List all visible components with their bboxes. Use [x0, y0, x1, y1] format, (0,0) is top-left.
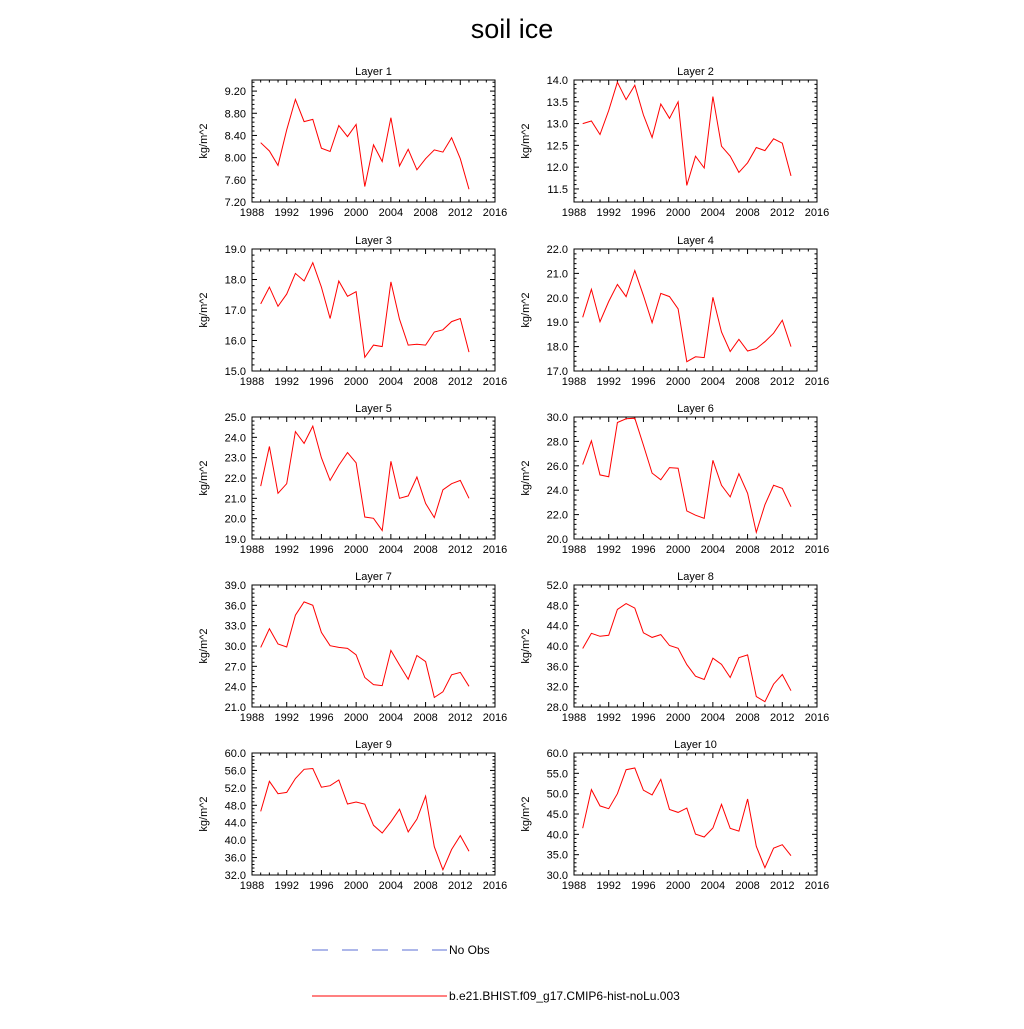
y-tick-label: 40.0 — [224, 835, 246, 848]
legend-label-no-obs: No Obs — [449, 943, 490, 957]
plot-frame — [574, 585, 817, 707]
x-tick-label: 1992 — [274, 376, 299, 388]
x-tick-label: 1992 — [274, 712, 299, 724]
x-tick-label: 2008 — [735, 376, 760, 388]
plot-frame — [574, 80, 817, 202]
y-axis-label: kg/m^2 — [198, 628, 210, 664]
x-tick-label: 2016 — [482, 207, 508, 219]
y-tick-label: 24.0 — [224, 432, 246, 445]
plot-layer-2 — [520, 66, 829, 219]
y-tick-label: 55.0 — [546, 768, 568, 781]
x-tick-label: 2004 — [700, 712, 726, 724]
y-tick-label: 11.5 — [547, 183, 568, 196]
x-tick-label: 2016 — [804, 712, 830, 724]
y-tick-label: 60.0 — [224, 748, 246, 760]
x-tick-label: 2004 — [378, 880, 404, 892]
y-axis-label: kg/m^2 — [520, 796, 532, 832]
x-tick-label: 2012 — [448, 376, 473, 388]
y-tick-label: 12.5 — [546, 140, 568, 153]
y-tick-label: 30.0 — [546, 412, 568, 424]
y-tick-label: 9.20 — [224, 86, 246, 99]
y-axis-label: kg/m^2 — [520, 628, 532, 664]
y-tick-label: 19.0 — [224, 534, 246, 546]
series-line — [261, 602, 469, 698]
y-axis-label: kg/m^2 — [520, 292, 532, 328]
y-tick-label: 30.0 — [546, 870, 568, 882]
plot-layer-1 — [198, 66, 507, 219]
y-tick-label: 17.0 — [546, 366, 568, 378]
plot-frame — [574, 417, 817, 539]
x-tick-label: 2016 — [804, 544, 830, 556]
x-tick-label: 1992 — [596, 544, 621, 556]
y-tick-label: 50.0 — [546, 788, 568, 801]
x-tick-label: 2000 — [343, 207, 369, 219]
x-tick-label: 1988 — [239, 207, 265, 219]
panel-title: Layer 7 — [355, 571, 392, 583]
x-tick-label: 1988 — [239, 376, 265, 388]
y-tick-label: 19.0 — [224, 244, 246, 256]
y-tick-label: 40.0 — [546, 829, 568, 842]
x-tick-label: 1992 — [274, 544, 299, 556]
x-tick-label: 2012 — [448, 544, 473, 556]
series-line — [261, 426, 469, 530]
x-tick-label: 2008 — [413, 544, 438, 556]
x-tick-label: 1996 — [631, 544, 656, 556]
x-tick-label: 2000 — [343, 544, 369, 556]
panel-title: Layer 3 — [355, 235, 392, 247]
y-tick-label: 35.0 — [546, 849, 568, 862]
x-tick-label: 2004 — [700, 544, 726, 556]
x-tick-label: 2000 — [343, 376, 369, 388]
page-title: soil ice — [470, 14, 554, 44]
series-line — [583, 418, 791, 532]
y-axis-label: kg/m^2 — [198, 292, 210, 328]
series-line — [583, 768, 791, 868]
panel-title: Layer 10 — [674, 739, 717, 751]
y-tick-label: 26.0 — [546, 460, 568, 473]
x-tick-label: 1996 — [309, 207, 334, 219]
x-tick-label: 2000 — [665, 712, 691, 724]
y-tick-label: 40.0 — [546, 641, 568, 653]
y-tick-label: 18.0 — [224, 274, 246, 287]
y-tick-label: 15.0 — [224, 366, 246, 378]
x-tick-label: 1988 — [239, 880, 265, 892]
y-tick-label: 14.0 — [546, 75, 568, 87]
panel-title: Layer 9 — [355, 739, 392, 751]
x-tick-label: 1988 — [561, 376, 587, 388]
panel-title: Layer 1 — [355, 66, 392, 78]
y-tick-label: 22.0 — [224, 473, 246, 485]
y-tick-label: 32.0 — [546, 681, 568, 694]
series-line — [261, 99, 469, 189]
y-axis-label: kg/m^2 — [198, 460, 210, 496]
x-tick-label: 2012 — [448, 880, 473, 892]
x-tick-label: 2004 — [378, 544, 404, 556]
plot-layer-10 — [520, 739, 829, 892]
x-tick-label: 2000 — [665, 544, 691, 556]
y-tick-label: 32.0 — [224, 870, 246, 882]
y-tick-label: 24.0 — [224, 681, 246, 694]
plot-layer-7 — [198, 571, 507, 724]
x-tick-label: 2008 — [413, 880, 438, 892]
y-axis-label: kg/m^2 — [520, 460, 532, 496]
y-tick-label: 12.0 — [546, 162, 568, 175]
panel-title: Layer 5 — [355, 403, 392, 415]
x-tick-label: 2012 — [770, 544, 795, 556]
y-tick-label: 21.0 — [224, 702, 246, 714]
x-tick-label: 2016 — [804, 880, 830, 892]
y-tick-label: 36.0 — [224, 600, 246, 613]
legend-label-model: b.e21.BHIST.f09_g17.CMIP6-hist-noLu.003 — [449, 989, 680, 1003]
x-tick-label: 2004 — [700, 207, 726, 219]
x-tick-label: 2000 — [343, 712, 369, 724]
x-tick-label: 2012 — [448, 712, 473, 724]
plot-frame — [574, 753, 817, 875]
y-tick-label: 39.0 — [224, 580, 246, 592]
plot-frame — [252, 249, 495, 371]
x-tick-label: 2008 — [735, 880, 760, 892]
y-tick-label: 8.00 — [224, 152, 246, 165]
y-tick-label: 48.0 — [546, 600, 568, 613]
x-tick-label: 1992 — [596, 376, 621, 388]
y-tick-label: 44.0 — [546, 620, 568, 633]
y-axis-label: kg/m^2 — [198, 796, 210, 832]
x-tick-label: 1992 — [596, 712, 621, 724]
x-tick-label: 1992 — [596, 880, 621, 892]
y-tick-label: 13.5 — [546, 96, 568, 109]
x-tick-label: 1996 — [309, 376, 334, 388]
x-tick-label: 2008 — [413, 712, 438, 724]
plot-layer-5 — [198, 403, 507, 556]
x-tick-label: 1996 — [631, 207, 656, 219]
y-tick-label: 21.0 — [546, 268, 568, 281]
x-tick-label: 2016 — [482, 544, 508, 556]
x-tick-label: 2000 — [665, 376, 691, 388]
x-tick-label: 2008 — [735, 207, 760, 219]
y-tick-label: 30.0 — [224, 641, 246, 653]
x-tick-label: 2012 — [770, 207, 795, 219]
plot-layer-3 — [198, 235, 507, 388]
y-tick-label: 22.0 — [546, 509, 568, 522]
y-axis-label: kg/m^2 — [520, 123, 532, 159]
x-tick-label: 2012 — [770, 880, 795, 892]
y-axis-label: kg/m^2 — [198, 123, 210, 159]
y-tick-label: 13.0 — [546, 118, 568, 131]
y-tick-label: 20.0 — [546, 534, 568, 546]
x-tick-label: 2004 — [700, 376, 726, 388]
y-tick-label: 7.60 — [224, 174, 246, 187]
y-tick-label: 28.0 — [546, 702, 568, 714]
x-tick-label: 2004 — [378, 207, 404, 219]
plot-frame — [252, 753, 495, 875]
x-tick-label: 1996 — [631, 376, 656, 388]
y-tick-label: 25.0 — [224, 412, 246, 424]
y-tick-label: 33.0 — [224, 620, 246, 633]
x-tick-label: 2016 — [482, 376, 508, 388]
plot-layer-8 — [520, 571, 829, 724]
y-tick-label: 8.80 — [224, 108, 246, 121]
x-tick-label: 2004 — [378, 712, 404, 724]
y-tick-label: 20.0 — [224, 513, 246, 526]
x-tick-label: 1996 — [309, 544, 334, 556]
x-tick-label: 1992 — [274, 880, 299, 892]
x-tick-label: 2016 — [482, 712, 508, 724]
y-tick-label: 24.0 — [546, 485, 568, 498]
x-tick-label: 2008 — [735, 712, 760, 724]
y-tick-label: 44.0 — [224, 817, 246, 830]
x-tick-label: 1996 — [309, 880, 334, 892]
x-tick-label: 2008 — [413, 207, 438, 219]
y-tick-label: 52.0 — [224, 782, 246, 795]
plot-layer-9 — [198, 739, 507, 892]
x-tick-label: 1996 — [631, 880, 656, 892]
x-tick-label: 2012 — [770, 712, 795, 724]
plot-layer-4 — [520, 235, 829, 388]
x-tick-label: 2016 — [804, 207, 830, 219]
y-tick-label: 20.0 — [546, 292, 568, 305]
plot-frame — [252, 585, 495, 707]
x-tick-label: 1988 — [239, 712, 265, 724]
y-tick-label: 36.0 — [546, 661, 568, 674]
x-tick-label: 2004 — [700, 880, 726, 892]
x-tick-label: 2008 — [735, 544, 760, 556]
panel-title: Layer 6 — [677, 403, 714, 415]
y-tick-label: 16.0 — [224, 335, 246, 348]
plot-frame — [252, 80, 495, 202]
x-tick-label: 2000 — [665, 207, 691, 219]
y-tick-label: 56.0 — [224, 765, 246, 778]
legend — [312, 943, 680, 1003]
panel-title: Layer 4 — [677, 235, 714, 247]
x-tick-label: 1996 — [309, 712, 334, 724]
x-tick-label: 2012 — [448, 207, 473, 219]
series-line — [583, 82, 791, 185]
x-tick-label: 1988 — [561, 207, 587, 219]
y-tick-label: 19.0 — [546, 317, 568, 330]
y-tick-label: 21.0 — [224, 493, 246, 506]
y-tick-label: 23.0 — [224, 452, 246, 465]
y-tick-label: 28.0 — [546, 436, 568, 449]
y-tick-label: 45.0 — [546, 809, 568, 821]
x-tick-label: 2008 — [413, 376, 438, 388]
plot-frame — [252, 417, 495, 539]
y-tick-label: 7.20 — [224, 197, 246, 209]
x-tick-label: 1988 — [239, 544, 265, 556]
y-tick-label: 18.0 — [546, 341, 568, 354]
y-tick-label: 52.0 — [546, 580, 568, 592]
x-tick-label: 2004 — [378, 376, 404, 388]
y-tick-label: 8.40 — [224, 130, 246, 143]
plot-frame — [574, 249, 817, 371]
y-tick-label: 36.0 — [224, 852, 246, 865]
plot-layer-6 — [520, 403, 829, 556]
x-tick-label: 1992 — [274, 207, 299, 219]
series-line — [583, 271, 791, 362]
x-tick-label: 2016 — [804, 376, 830, 388]
x-tick-label: 1988 — [561, 712, 587, 724]
series-line — [261, 263, 469, 358]
series-line — [261, 769, 469, 870]
x-tick-label: 2016 — [482, 880, 508, 892]
x-tick-label: 1988 — [561, 880, 587, 892]
x-tick-label: 2000 — [343, 880, 369, 892]
x-tick-label: 1988 — [561, 544, 587, 556]
x-tick-label: 1992 — [596, 207, 621, 219]
series-line — [583, 604, 791, 702]
y-tick-label: 60.0 — [546, 748, 568, 760]
y-tick-label: 48.0 — [224, 800, 246, 813]
y-tick-label: 27.0 — [224, 661, 246, 674]
panel-title: Layer 8 — [677, 571, 714, 583]
y-tick-label: 17.0 — [224, 305, 246, 317]
x-tick-label: 2012 — [770, 376, 795, 388]
y-tick-label: 22.0 — [546, 244, 568, 256]
x-tick-label: 2000 — [665, 880, 691, 892]
x-tick-label: 1996 — [631, 712, 656, 724]
panel-title: Layer 2 — [677, 66, 714, 78]
